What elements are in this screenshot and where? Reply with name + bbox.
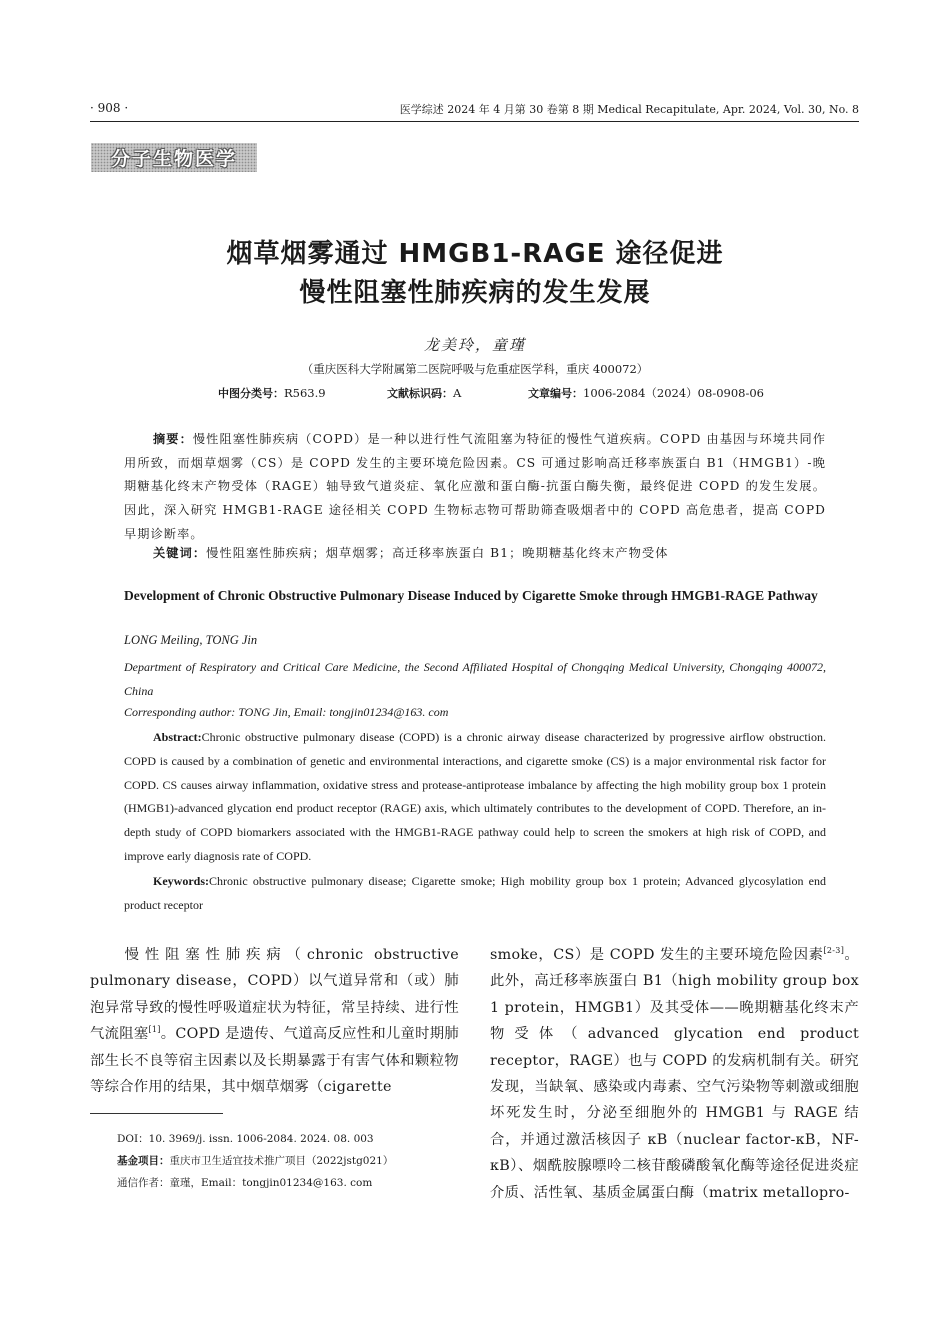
- authors-cn: 龙美玲，童瑾: [423, 336, 526, 354]
- body-column-right: [490, 942, 859, 1206]
- keywords-cn-label: 关键词：: [153, 546, 207, 560]
- section-label: 分子生物医学: [110, 148, 237, 170]
- footnote-rule: [90, 1113, 223, 1114]
- keywords-cn: [153, 544, 826, 561]
- fund-label: 基金项目：: [117, 1155, 170, 1167]
- section-banner: [91, 143, 257, 172]
- clc-label: 中图分类号：: [218, 387, 284, 400]
- doc-code-value: A: [453, 386, 462, 400]
- abstract-cn-text: 慢性阻塞性肺疾病（COPD）是一种以进行性气流阻塞为特征的慢性气道疾病。COPD 由基因与环境共同作用所致，而烟草烟雾（CS）是 COPD 发生的主要环境危险因素。CS 可通过影响高迁移率族蛋白 B1（HMGB1）-晚期糖基化终末产物受体（RAGE）轴导致气道炎症、氧化应激和蛋白酶-抗蛋白酶失衡，最终促进 COPD 的发生发展。因此，深入研究 HMGB1-RAGE 途径相关 COPD 生物标志物可帮助筛查吸烟者中的 COPD 高危患者，提高 COPD 早期诊断率。: [124, 432, 827, 541]
- keywords-en: [124, 869, 826, 917]
- corresponding-author-en: Corresponding author: TONG Jin, Email: tongjin01234@163. com: [124, 705, 449, 719]
- abstract-en-text: Chronic obstructive pulmonary disease (COPD) is a chronic airway disease characterized by progressive airflow obstruction. COPD is caused by a combination of genetic and environmental interactions, and cigarette smoke (CS) is a major environmental risk factor for COPD. CS causes airway inflammation, oxidative stress and protease-antiprotease imbalance by affecting the high mobility group box 1 protein (HMGB1)-advanced glycation end product receptor (RAGE) axis, which ultimately contributes to the development of COPD. Therefore, an in-depth study of COPD biomarkers associated with the HMGB1-RAGE pathway could help to screen the smokers at high risk of COPD, and improve early diagnosis rate of COPD.: [124, 730, 826, 863]
- abstract-en: [124, 726, 826, 869]
- abstract-cn-label: 摘要：: [153, 432, 193, 446]
- keywords-en-label: Keywords:: [153, 874, 209, 888]
- body-right-text-b: 。此外，高迁移率族蛋白 B1（high mobility group box 1 protein，HMGB1）及其受体——晚期糖基化终末产物受体（advanced glycation end product receptor，RAGE）也与 COPD 的发病机制有关。研究发现，当缺氧、感染或内毒素、空气污染物等刺激或细胞坏死发生时，分泌至细胞外的 HMGB1 与 RAGE 结合，并通过激活核因子 κB（nuclear factor-κB，NF-κB）、烟酰胺腺嘌呤二核苷酸磷酸氧化酶等途径促进炎症介质、活性氧、基质金属蛋白酶（matrix metallopro-: [490, 947, 859, 1201]
- keywords-cn-text: 慢性阻塞性肺疾病；烟草烟雾；高迁移率族蛋白 B1；晚期糖基化终末产物受体: [206, 546, 669, 560]
- running-head: 医学综述 2024 年 4 月第 30 卷第 8 期 Medical Recapitulate, Apr. 2024, Vol. 30, No. 8: [399, 103, 859, 116]
- body-right-text-a: smoke，CS）是 COPD 发生的主要环境危险因素: [490, 947, 824, 963]
- title-en: Development of Chronic Obstructive Pulmonary Disease Induced by Cigarette Smoke through HMGB1-RAGE Pathway: [124, 588, 818, 603]
- doc-code-label: 文献标识码：: [387, 387, 453, 400]
- citation: [1]: [148, 1025, 161, 1035]
- header-rule: [90, 121, 859, 122]
- body-left-text-a: 慢性阻塞性肺疾病（chronic obstructive pulmonary disease，COPD）以气道异常和（或）肺泡异常导致的慢性呼吸道症状为特征，常呈持续、进行性气流阻塞: [90, 947, 459, 1043]
- footnote-fund: [117, 1153, 393, 1168]
- article-no-label: 文章编号：: [528, 387, 583, 400]
- abstract-en-label: Abstract:: [153, 730, 202, 744]
- citation: [2-3]: [823, 946, 845, 956]
- title-line-2: 慢性阻塞性肺疾病的发生发展: [299, 278, 651, 308]
- body-column-left: [90, 942, 459, 1100]
- fund-text: 重庆市卫生适宜技术推广项目（2022jstg021）: [169, 1155, 394, 1167]
- footnote-correspondence: 通信作者：童瑾，Email：tongjin01234@163. com: [117, 1177, 373, 1189]
- body-left-text-b: 。COPD 是遗传、气道高反应性和儿童时期肺部生长不良等宿主因素以及长期暴露于有害气体和颗粒物等综合作用的结果，其中烟草烟雾（cigarette: [90, 1026, 459, 1096]
- affiliation-cn: （重庆医科大学附属第二医院呼吸与危重症医学科，重庆 400072）: [301, 362, 649, 376]
- footnote-doi: DOI：10. 3969/j. issn. 1006-2084. 2024. 08. 003: [117, 1133, 374, 1145]
- title-line-1: 烟草烟雾通过 HMGB1-RAGE 途径促进: [226, 239, 724, 269]
- clc-value: R563.9: [284, 386, 326, 400]
- article-number: [528, 385, 764, 401]
- clc-number: [218, 385, 326, 401]
- keywords-en-text: Chronic obstructive pulmonary disease; Cigarette smoke; High mobility group box 1 protein; Advanced glycosylation end product receptor: [124, 874, 826, 912]
- authors-en: LONG Meiling, TONG Jin: [124, 633, 258, 647]
- page-number: · 908 ·: [90, 101, 129, 115]
- doc-code: [387, 385, 461, 401]
- abstract-cn: [124, 428, 826, 547]
- article-no-value: 1006-2084（2024）08-0908-06: [583, 386, 764, 400]
- department-en: Department of Respiratory and Critical Care Medicine, the Second Affiliated Hospital of Chongqing Medical University, Chongqing 400072, China: [124, 660, 826, 698]
